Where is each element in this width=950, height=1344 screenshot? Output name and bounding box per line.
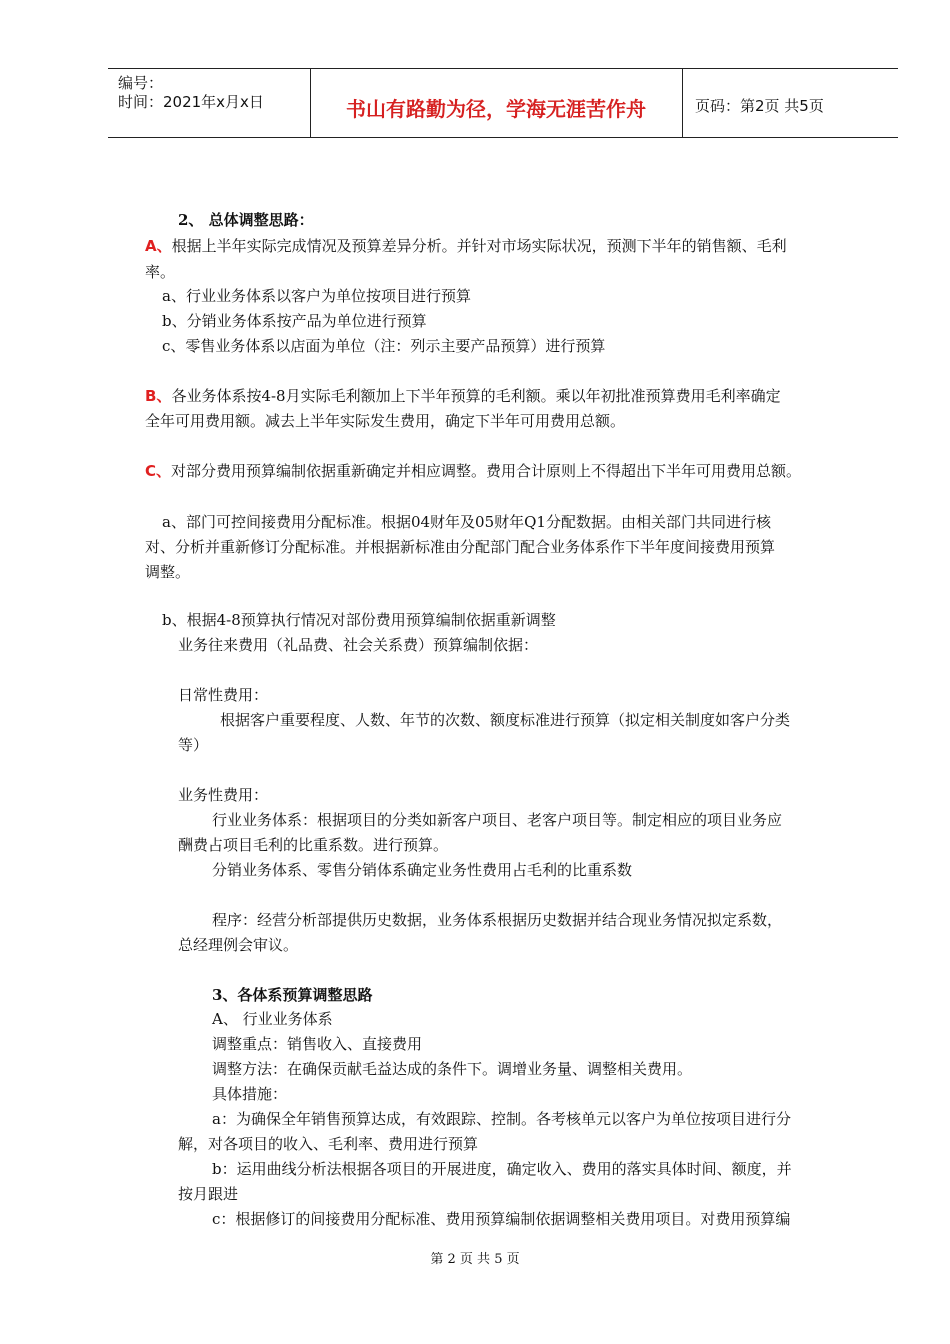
paragraph-B [145, 386, 781, 406]
measure-b-line1: b：运用曲线分析法根据各项目的开展进度，确定收入、费用的落实具体时间、额度，并 [212, 1160, 792, 1178]
list-item-C-b: b、根据4-8预算执行情况对部份费用预算编制依据重新调整 [162, 611, 556, 629]
daily-expense-label: 日常性费用： [178, 686, 269, 704]
daily-expense-line2: 等） [178, 736, 209, 754]
doc-number-label: 编号： [118, 74, 164, 92]
procedure-line2: 总经理例会审议。 [178, 936, 299, 954]
measure-a-line1: a：为确保全年销售预算达成，有效跟踪、控制。各考核单元以客户为单位按项目进行分 [212, 1110, 791, 1128]
measure-a-line2: 解，对各项目的收入、毛利率、费用进行预算 [178, 1135, 479, 1153]
list-item-C-a-line2: 对、分析并重新修订分配标准。并根据新标准由分配部门配合业务体系作下半年度间接费用预算 [145, 538, 776, 556]
paragraph-A-line1: 根据上半年实际完成情况及预算差异分析。并针对市场实际状况，预测下半年的销售额、毛利 [171, 237, 787, 255]
section-3-measures: 具体措施： [212, 1085, 288, 1103]
paragraph-A-line2: 率。 [145, 263, 176, 281]
marker-B: B、 [145, 387, 172, 405]
list-item-A-a: a、行业业务体系以客户为单位按项目进行预算 [162, 287, 471, 305]
business-expense-line1: 行业业务体系：根据项目的分类如新客户项目、老客户项目等。制定相应的项目业务应 [212, 811, 783, 829]
procedure-line1: 程序：经营分析部提供历史数据，业务体系根据历史数据并结合现业务情况拟定系数， [212, 911, 783, 929]
business-expense-line2: 酬费占项目毛利的比重系数。进行预算。 [178, 836, 449, 854]
section-3-focus: 调整重点：销售收入、直接费用 [212, 1035, 423, 1053]
marker-A: A、 [145, 237, 172, 255]
list-item-C-b-line2: 业务往来费用（礼品费、社会关系费）预算编制依据： [178, 636, 539, 654]
list-item-A-b: b、分销业务体系按产品为单位进行预算 [162, 312, 427, 330]
marker-C: C、 [145, 462, 172, 480]
section-2-heading: 2、 总体调整思路： [178, 211, 314, 229]
list-item-C-a-line3: 调整。 [145, 563, 191, 581]
paragraph-C [145, 461, 801, 481]
daily-expense-line1: 根据客户重要程度、人数、年节的次数、额度标准进行预算（拟定相关制度如客户分类 [220, 711, 791, 729]
business-expense-line3: 分销业务体系、零售分销体系确定业务性费用占毛利的比重系数 [212, 861, 633, 879]
doc-date: 时间：2021年x月x日 [118, 93, 264, 111]
list-item-C-a-line1: a、部门可控间接费用分配标准。根据04财年及05财年Q1分配数据。由相关部门共同进行核 [162, 513, 771, 531]
paragraph-B-line2: 全年可用费用额。减去上半年实际发生费用，确定下半年可用费用总额。 [145, 412, 626, 430]
paragraph-B-line1: 各业务体系按4-8月实际毛利额加上下半年预算的毛利额。乘以年初批准预算费用毛利率确定 [171, 387, 781, 405]
header-page-cell [683, 69, 898, 137]
page-indicator: 页码：第2页 共5页 [695, 97, 824, 115]
measure-b-line2: 按月跟进 [178, 1185, 239, 1203]
header-info-cell [108, 69, 311, 137]
business-expense-label: 业务性费用： [178, 786, 269, 804]
motto: 书山有路勤为径，学海无涯苦作舟 [346, 97, 646, 121]
page-header [108, 68, 898, 138]
paragraph-C-line1: 对部分费用预算编制依据重新确定并相应调整。费用合计原则上不得超出下半年可用费用总额。 [171, 462, 802, 480]
measure-c-line1: c：根据修订的间接费用分配标准、费用预算编制依据调整相关费用项目。对费用预算编 [212, 1210, 791, 1228]
list-item-A-c: c、零售业务体系以店面为单位（注：列示主要产品预算）进行预算 [162, 337, 606, 355]
page-footer: 第 2 页 共 5 页 [430, 1252, 520, 1267]
section-3-method: 调整方法：在确保贡献毛益达成的条件下。调增业务量、调整相关费用。 [212, 1060, 693, 1078]
header-motto-cell [310, 69, 683, 137]
paragraph-A [145, 236, 787, 256]
section-3-A: A、 行业业务体系 [212, 1010, 333, 1028]
section-3-heading: 3、各体系预算调整思路 [212, 986, 373, 1004]
